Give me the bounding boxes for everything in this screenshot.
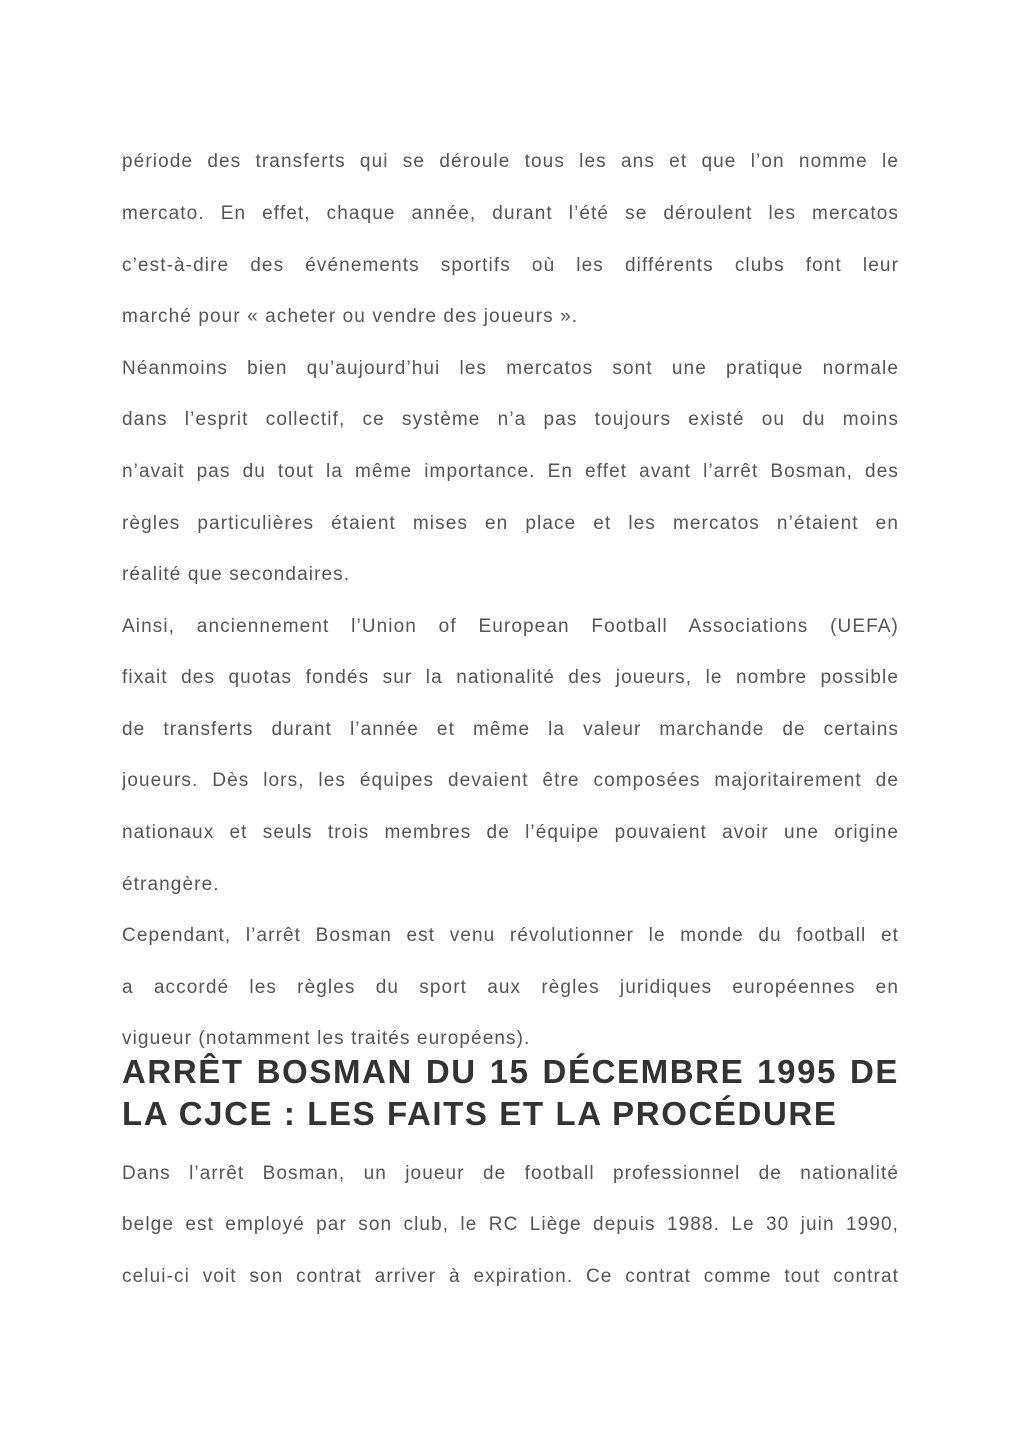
paragraph-line: période des transferts qui se déroule tous les ans et que l’on nomme le xyxy=(122,151,899,172)
paragraph-line: marché pour « acheter ou vendre des joueurs ». xyxy=(122,306,579,327)
paragraph-line: Dans l’arrêt Bosman, un joueur de football professionnel de nationalité xyxy=(122,1163,899,1184)
paragraph-line: fixait des quotas fondés sur la nationalité des joueurs, le nombre possible xyxy=(122,667,899,688)
paragraph-line: règles particulières étaient mises en place et les mercatos n’étaient en xyxy=(122,513,899,534)
paragraph-line: belge est employé par son club, le RC Liège depuis 1988. Le 30 juin 1990, xyxy=(122,1214,899,1235)
paragraph-line: dans l’esprit collectif, ce système n’a pas toujours existé ou du moins xyxy=(122,409,899,430)
paragraph-line: vigueur (notamment les traités européens). xyxy=(122,1028,531,1049)
paragraph-line: de transferts durant l’année et même la valeur marchande de certains xyxy=(122,719,899,740)
paragraph-line: étrangère. xyxy=(122,874,220,895)
paragraph-line: Cependant, l’arrêt Bosman est venu révolutionner le monde du football et xyxy=(122,925,899,946)
paragraph-line: celui-ci voit son contrat arriver à expiration. Ce contrat comme tout contrat xyxy=(122,1266,899,1287)
paragraph-line: n’avait pas du tout la même importance. En effet avant l’arrêt Bosman, des xyxy=(122,461,899,482)
paragraph-line: joueurs. Dès lors, les équipes devaient être composées majoritairement de xyxy=(122,770,899,791)
paragraph-line: réalité que secondaires. xyxy=(122,564,351,585)
paragraph-line: mercato. En effet, chaque année, durant l’été se déroulent les mercatos xyxy=(122,203,899,224)
paragraph-line: a accordé les règles du sport aux règles juridiques européennes en xyxy=(122,977,899,998)
section-heading-line: ARRÊT BOSMAN DU 15 DÉCEMBRE 1995 DE xyxy=(122,1053,899,1090)
paragraph-line: c’est-à-dire des événements sportifs où les différents clubs font leur xyxy=(122,255,899,276)
section-heading-line: LA CJCE : LES FAITS ET LA PROCÉDURE xyxy=(122,1095,838,1132)
paragraph-line: Néanmoins bien qu’aujourd’hui les mercatos sont une pratique normale xyxy=(122,358,899,379)
paragraph-line: Ainsi, anciennement l’Union of European Football Associations (UEFA) xyxy=(122,616,899,637)
paragraph-line: nationaux et seuls trois membres de l’équipe pouvaient avoir une origine xyxy=(122,822,899,843)
